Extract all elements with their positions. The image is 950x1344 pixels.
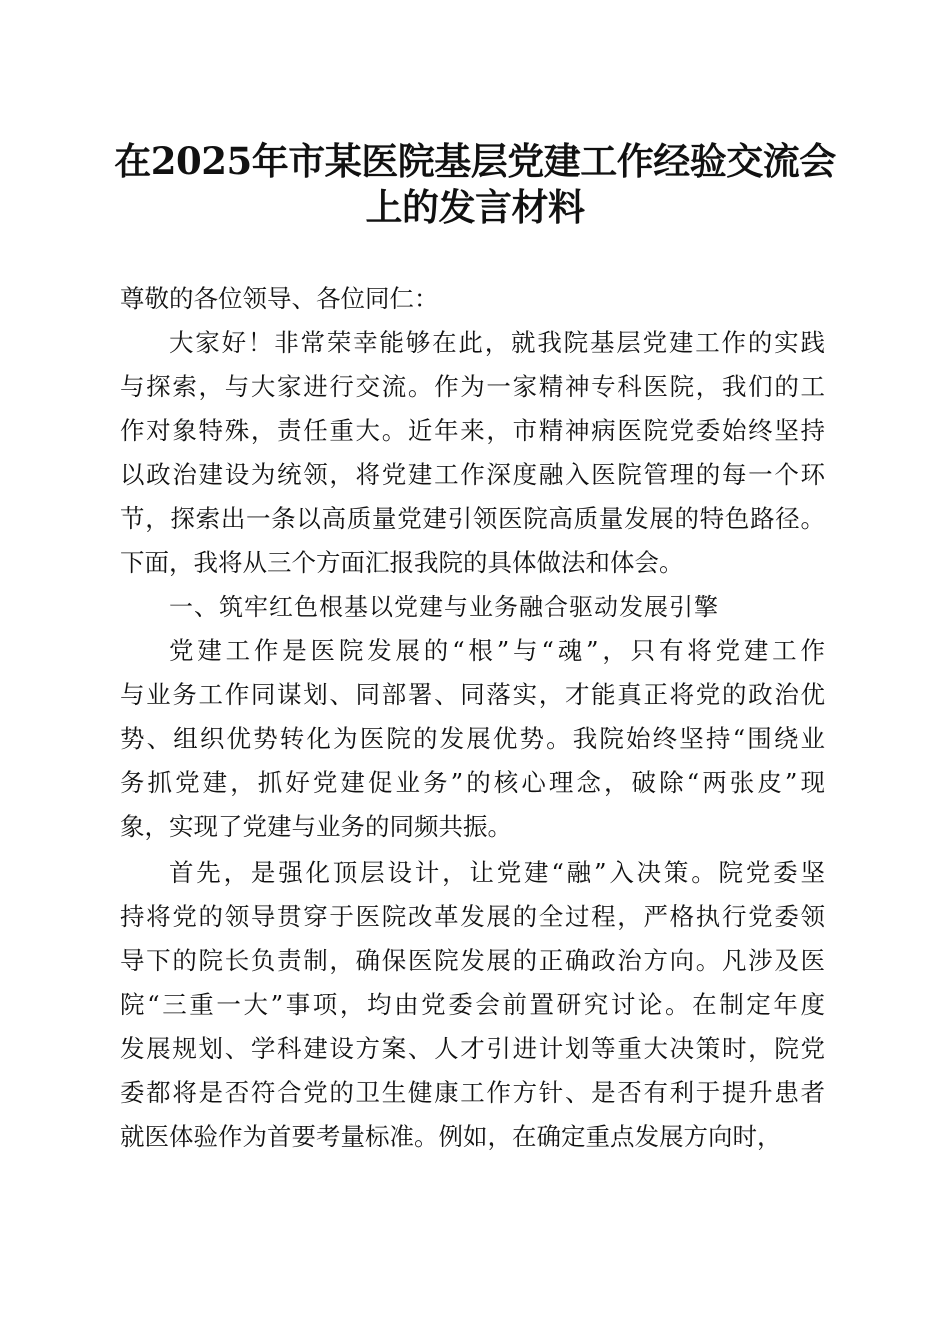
document-title-line-2: 上的发言材料 xyxy=(365,185,585,229)
paragraph-line: 势、组织优势转化为医院的发展优势。我院始终坚持“围绕业 xyxy=(120,724,825,753)
paragraph-line: 下面，我将从三个方面汇报我院的具体做法和体会。 xyxy=(120,548,684,577)
paragraph-line: 以政治建设为统领，将党建工作深度融入医院管理的每一个环 xyxy=(120,460,825,489)
paragraph-line: 象，实现了党建与业务的同频共振。 xyxy=(120,812,512,841)
document-title-line-1: 在2025年市某医院基层党建工作经验交流会 xyxy=(114,139,836,183)
paragraph-line: 委都将是否符合党的卫生健康工作方针、是否有利于提升患者 xyxy=(120,1078,825,1107)
paragraph-line: 导下的院长负责制，确保医院发展的正确政治方向。凡涉及医 xyxy=(120,946,825,975)
paragraph-line: 作对象特殊，责任重大。近年来，市精神病医院党委始终坚持 xyxy=(120,416,825,445)
paragraph-line: 首先，是强化顶层设计，让党建“融”入决策。院党委坚 xyxy=(169,858,825,887)
paragraph-line: 节，探索出一条以高质量党建引领医院高质量发展的特色路径。 xyxy=(120,504,825,533)
paragraph-line: 发展规划、学科建设方案、人才引进计划等重大决策时，院党 xyxy=(120,1034,825,1063)
section-heading: 一、筑牢红色根基以党建与业务融合驱动发展引擎 xyxy=(169,593,719,621)
paragraph-line: 与业务工作同谋划、同部署、同落实，才能真正将党的政治优 xyxy=(120,680,825,709)
paragraph-line: 院“三重一大”事项，均由党委会前置研究讨论。在制定年度 xyxy=(120,990,825,1019)
paragraph-line: 就医体验作为首要考量标准。例如，在确定重点发展方向时， xyxy=(120,1122,782,1151)
paragraph-line: 党建工作是医院发展的“根”与“魂”，只有将党建工作 xyxy=(169,636,825,665)
paragraph-line: 持将党的领导贯穿于医院改革发展的全过程，严格执行党委领 xyxy=(120,902,825,931)
paragraph-line: 大家好！非常荣幸能够在此，就我院基层党建工作的实践 xyxy=(169,328,825,357)
paragraph-line: 务抓党建，抓好党建促业务”的核心理念，破除“两张皮”现 xyxy=(120,768,825,797)
salutation: 尊敬的各位领导、各位同仁： xyxy=(120,284,439,313)
paragraph-line: 与探索，与大家进行交流。作为一家精神专科医院，我们的工 xyxy=(120,372,825,401)
